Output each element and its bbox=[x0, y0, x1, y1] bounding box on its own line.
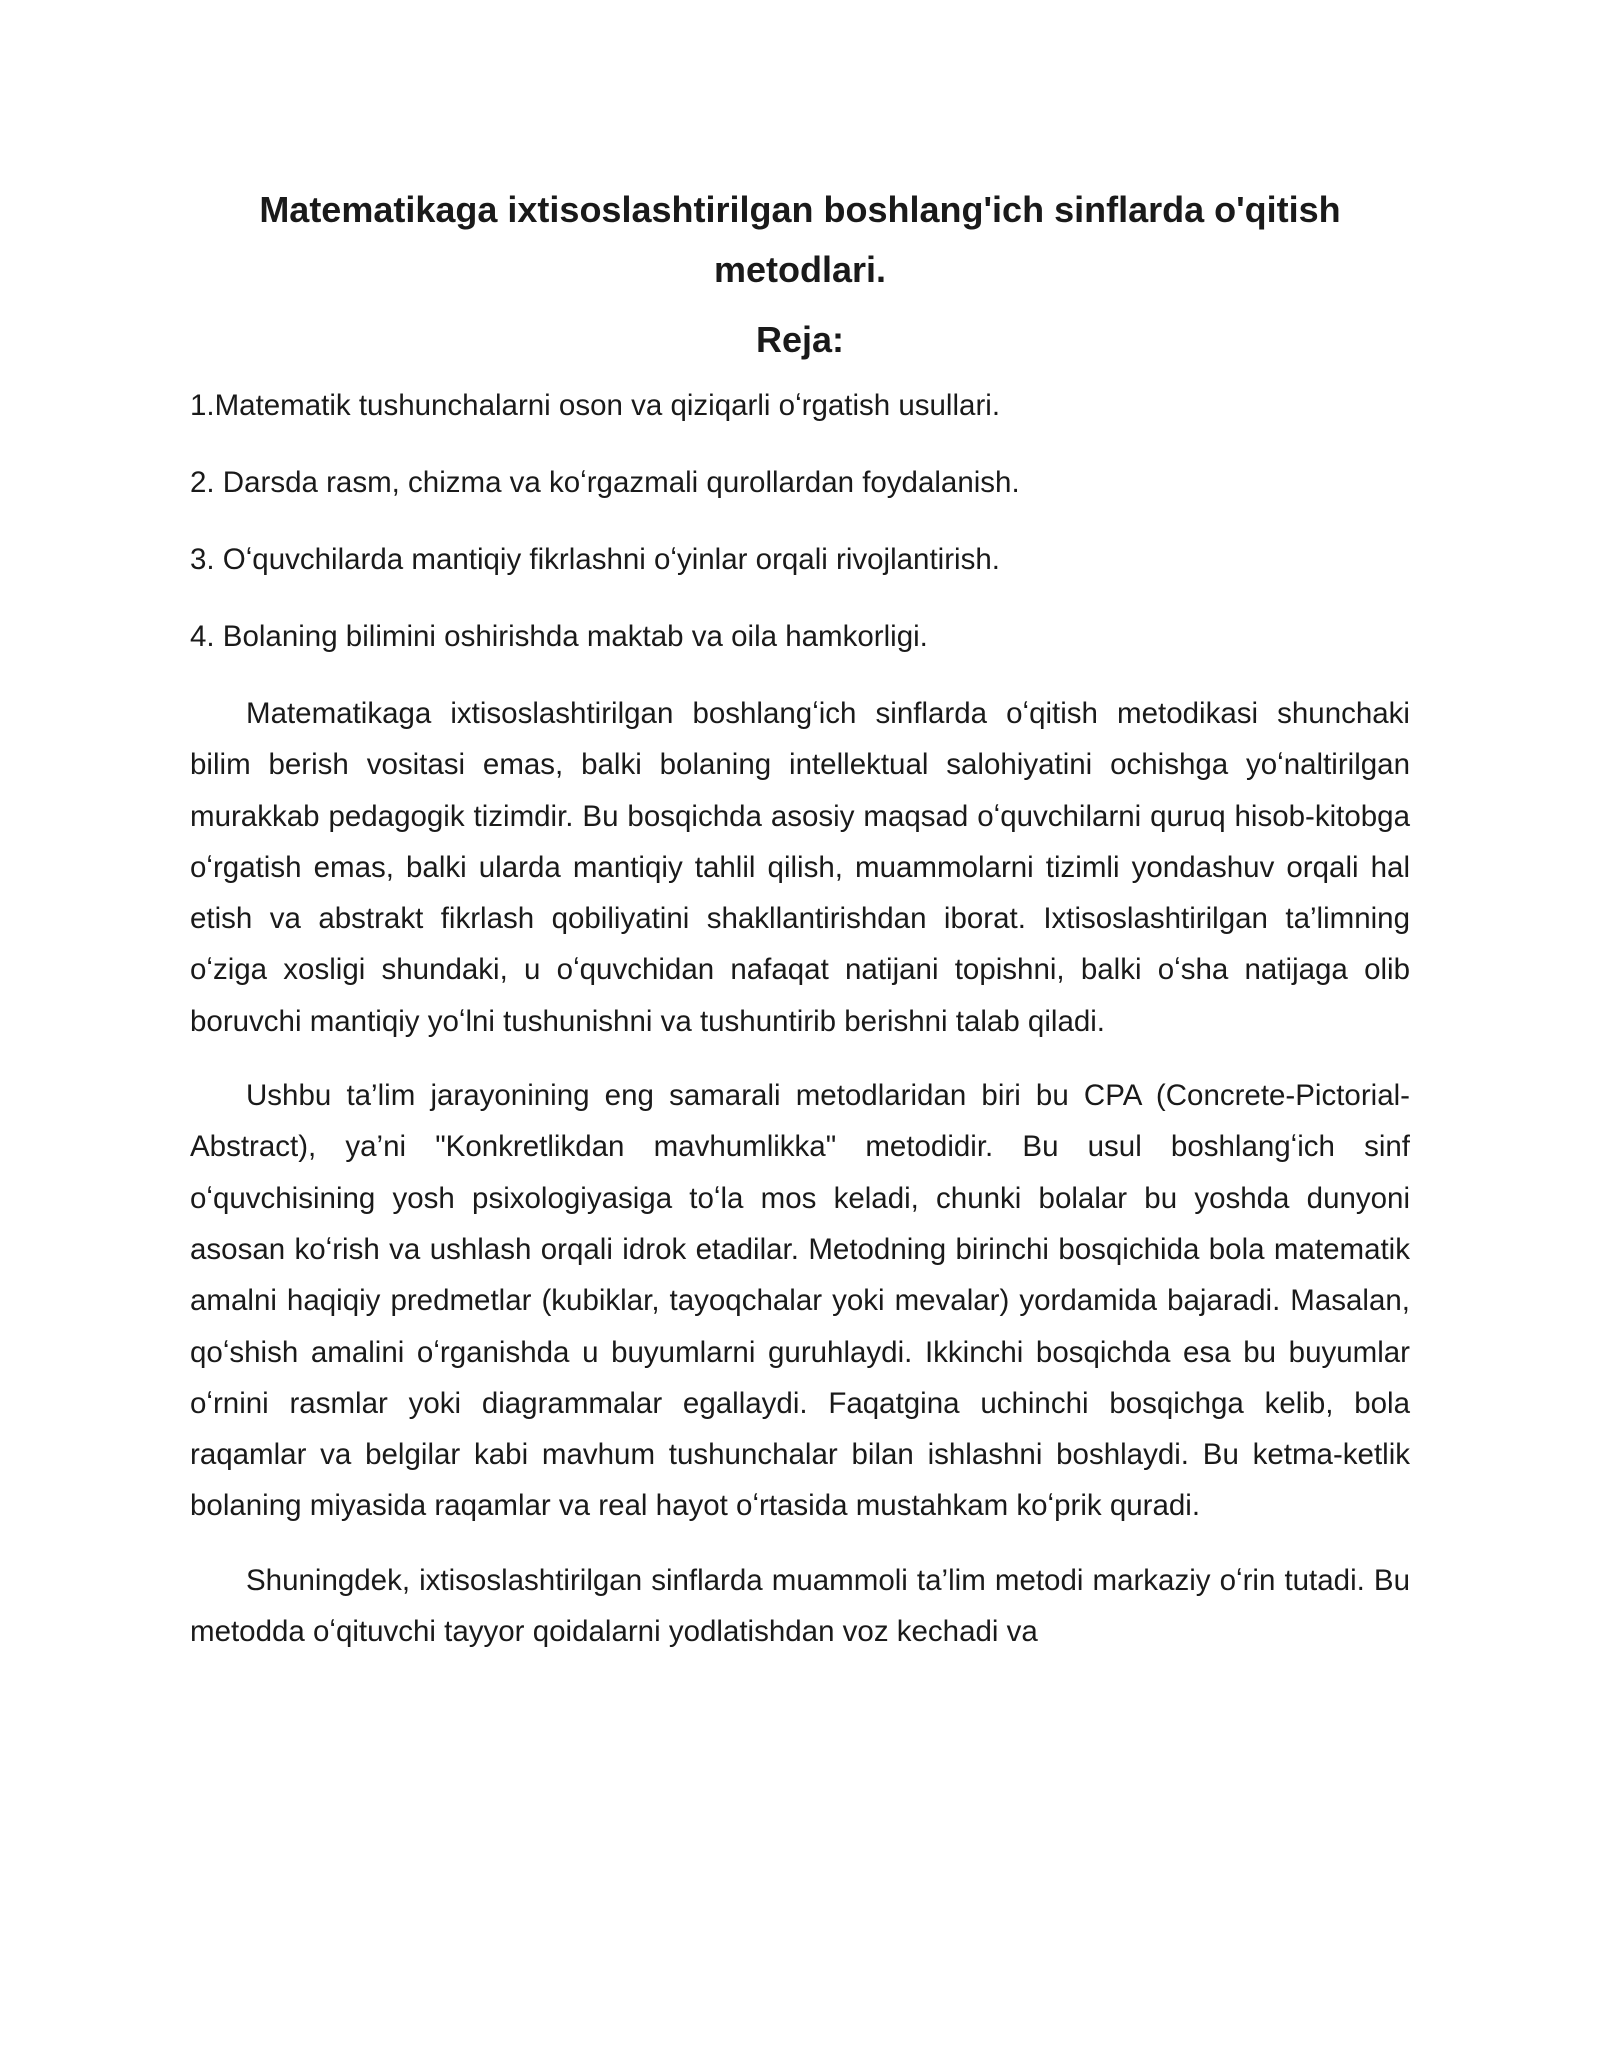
document-page bbox=[190, 180, 1410, 1680]
plan-item-4: 4. Bolaning bilimini oshirishda maktab va oila hamkorligi. bbox=[190, 620, 928, 653]
plan-item-1: 1.Matematik tushunchalarni oson va qiziqarli oʻrgatish usullari. bbox=[190, 389, 1001, 422]
plan-item-3: 3. Oʻquvchilarda mantiqiy fikrlashni oʻyinlar orqali rivojlantirish. bbox=[190, 543, 1000, 576]
plan-item-2: 2. Darsda rasm, chizma va koʻrgazmali qurollardan foydalanish. bbox=[190, 466, 1020, 499]
document-title: Matematikaga ixtisoslashtirilgan boshlang'ich sinflarda o'qitish metodlari. bbox=[259, 189, 1341, 290]
plan-heading: Reja: bbox=[755, 319, 845, 360]
body-paragraph-2: Ushbu ta’lim jarayonining eng samarali metodlaridan biri bu CPA (Concrete-Pictorial-Abstract), ya’ni "Konkretlikdan mavhumlikka" metodidir. Bu usul boshlangʻich sinf oʻquvchisining yosh psixologiyasiga toʻla mos keladi, chunki bolalar bu yoshda dunyoni asosan koʻrish va ushlash orqali idrok etadilar. Metodning birinchi bosqichida bola matematik amalni haqiqiy predmetlar (kubiklar, tayoqchalar yoki mevalar) yordamida bajaradi. Masalan, qoʻshish amalini oʻrganishda u buyumlarni guruhlaydi. Ikkinchi bosqichda esa bu buyumlar oʻrnini rasmlar yoki diagrammalar egallaydi. Faqatgina uchinchi bosqichga kelib, bola raqamlar va belgilar kabi mavhum tushunchalar bilan ishlashni boshlaydi. Bu ketma-ketlik bolaning miyasida raqamlar va real hayot oʻrtasida mustahkam koʻprik quradi. bbox=[190, 1079, 1410, 1523]
plan-list bbox=[190, 380, 1410, 663]
body-paragraph-3: Shuningdek, ixtisoslashtirilgan sinflarda muammoli ta’lim metodi markaziy oʻrin tutadi. Bu metodda oʻqituvchi tayyor qoidalarni yodlatishdan voz kechadi va bbox=[190, 1563, 1410, 1649]
body-paragraph-1: Matematikaga ixtisoslashtirilgan boshlangʻich sinflarda oʻqitish metodikasi shunchaki bilim berish vositasi emas, balki bolaning intellektual salohiyatini ochishga yoʻnaltirilgan murakkab pedagogik tizimdir. Bu bosqichda asosiy maqsad oʻquvchilarni quruq hisob-kitobga oʻrgatish emas, balki ularda mantiqiy tahlil qilish, muammolarni tizimli yondashuv orqali hal etish va abstrakt fikrlash qobiliyatini shakllantirishdan iborat. Ixtisoslashtirilgan ta’limning oʻziga xosligi shundaki, u oʻquvchidan nafaqat natijani topishni, balki oʻsha natijaga olib boruvchi mantiqiy yoʻlni tushunishni va tushuntirib berishni talab qiladi. bbox=[190, 697, 1410, 1038]
